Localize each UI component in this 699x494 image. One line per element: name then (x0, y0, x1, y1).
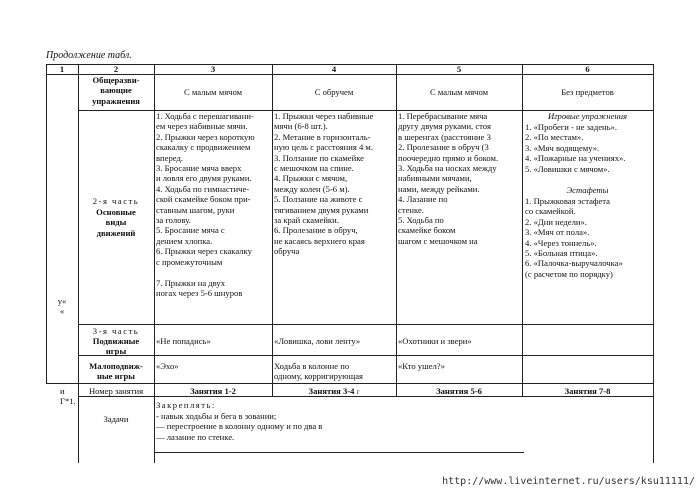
col-number-6: 6 (585, 64, 590, 74)
low-mobility-col5: «Кто ушел?» (398, 361, 445, 371)
main-part-title: Основные виды движений (96, 207, 136, 238)
games-col5: «Охотники и звери» (398, 336, 472, 346)
low-mobility-col3: «Эхо» (156, 361, 179, 371)
tasks-underline (154, 452, 524, 453)
col-border-right (653, 64, 654, 383)
header-col6: Без предметов (561, 87, 614, 97)
col-divider-4 (396, 64, 397, 383)
games-col4: «Ловишка, лови ленту» (274, 336, 361, 346)
session-3-4 (272, 386, 396, 397)
row-divider-low (46, 383, 653, 384)
games-exercises-title: Игровые упражнения (548, 111, 627, 121)
session-7-8: Занятия 7-8 (564, 386, 611, 396)
header-general-exercises: Общеразви- вающие упражнения (92, 75, 140, 106)
watermark-url: http://www.liveinternet.ru/users/ksu11111/ (442, 476, 695, 487)
session-3-4-mark: г (356, 388, 360, 396)
header-col3: С малым мячом (183, 87, 243, 97)
main-part-label: 2-я часть (92, 196, 140, 206)
col-border-left (46, 64, 47, 383)
col-number-2: 2 (113, 64, 119, 74)
lower-left-label: и Г*1. (60, 386, 76, 407)
session-1-2: Занятия 1-2 (190, 386, 236, 396)
games-exercises-list: 1. «Пробеги - не задень». 2. «По местам». 3. «Мяч водящему». 4. «Пожарные на учениях». 5. «Ловишки с мячом». (525, 122, 626, 174)
col-number-1: 1 (59, 64, 65, 74)
session-number-label: Номер занятия (88, 386, 144, 396)
relay-list: 1. Прыжковая эстафета со скамейкой. 2. «Дни недели». 3. «Мяч от пола». 4. «Через тоннель». 5. «Больная птица». 6. «Палочка-выручалочка» (с расчетом по порядку) (525, 196, 623, 279)
main-col5-list: 1. Перебрасывание мяча другу двумя руками, стоя в шеренгах (расстояние 3 2. Пролезание в обруч (3 поочередно прямо и боком. 3. Ходьба на носках между набивными мячами, нами, между рейками. 4. Лазание по стенке. 5. Ходьба по скамейке боком шагом с мешочком на (398, 111, 499, 246)
low-mobility-title: Малоподвиж- ные игры (89, 361, 143, 382)
tasks-text: - навык ходьбы и бега в зовании; — перестроение в колонну одному и по два в — лазание по стенке. (156, 411, 323, 442)
header-col5: С малым мячом (429, 87, 489, 97)
table-caption: Продолжение табл. (46, 50, 132, 61)
left-margin-note: у« « (57, 296, 67, 317)
col-number-5: 5 (456, 64, 462, 74)
header-col4: С обручем (314, 87, 354, 97)
lower-col-border-right (653, 383, 654, 463)
col-number-3: 3 (210, 64, 216, 74)
low-mobility-col4: Ходьба в колонне по одному, корригирующая (274, 361, 363, 382)
games-part-label: 3-я часть (92, 326, 140, 336)
session-3-4-label: Занятия 3-4 (308, 386, 355, 396)
games-col3: «Не попадись» (156, 336, 211, 346)
tasks-label: Задачи (103, 414, 129, 424)
main-col4-list: 1. Прыжки через набивные мячи (6-8 шт.). 2. Метание в горизонталь- ную цель с расстояния 4 м. 3. Ползание по скамейке с мешочком на спине. 4. Прыжки с мячом, между колен (5-6 м). 5. Ползание на животе с тягиванием двумя руками за край скамейки. 6. Пролезание в обруч, не касаясь верхнего края обруча (274, 111, 374, 257)
row-divider-games (78, 355, 653, 356)
row-divider-main (78, 324, 653, 325)
col-divider-2 (154, 64, 155, 383)
games-part-title: Подвижные игры (92, 336, 140, 357)
main-col3-list: 1. Ходьба с перешагивани- ем через набивные мячи. 2. Прыжки через короткую скакалку с продвижением вперед. 3. Бросание мяча вверх и ловля его двумя руками. 4. Ходьба по гимнастиче- ской скамейке боком при- ставным шагом, руки за голову. 5. Бросание мяча с дением хлопка. 6. Прыжки через скакалку с промежуточным 7. Прыжки на двух ногах через 5-6 шнуров (156, 111, 255, 298)
relay-title: Эстафеты (566, 185, 609, 195)
col-number-4: 4 (331, 64, 337, 74)
col-divider-3 (272, 64, 273, 383)
tasks-title: Закреплять: (156, 400, 216, 410)
session-5-6: Занятия 5-6 (436, 386, 482, 396)
